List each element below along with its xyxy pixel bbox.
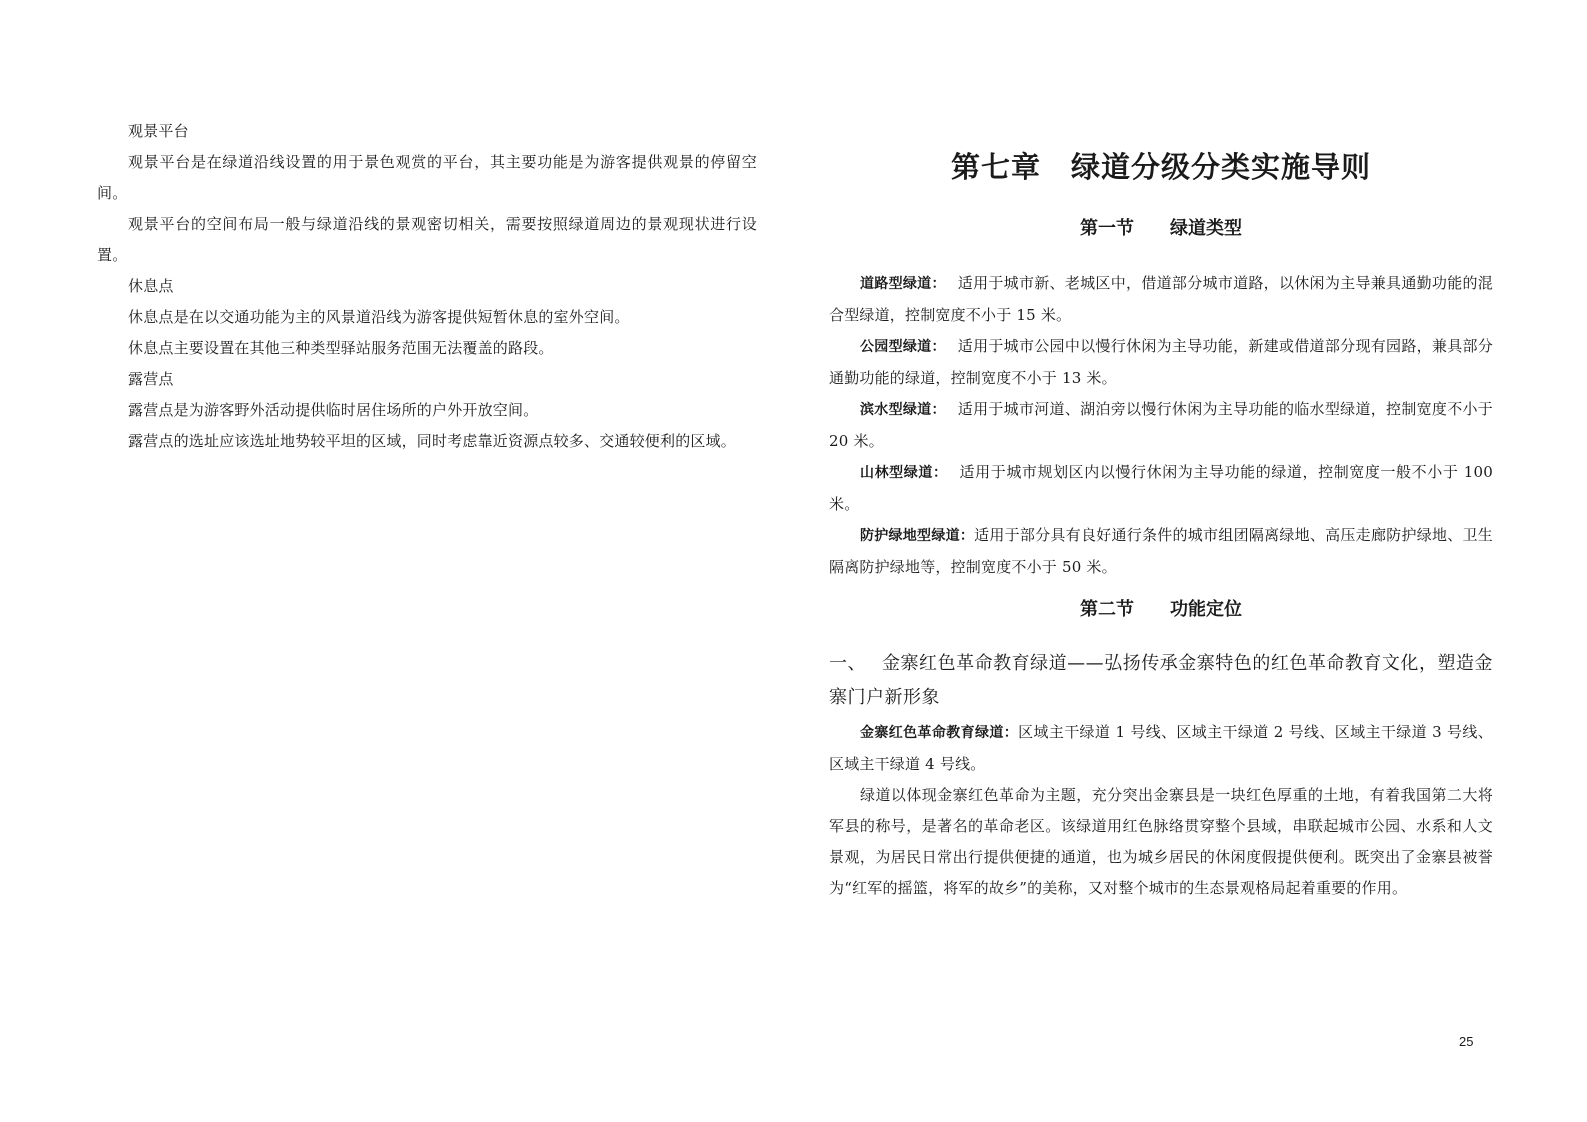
subheading-viewing-platform: 观景平台 <box>128 122 189 140</box>
body-paragraph: 绿道以体现金寨红色革命为主题，充分突出金寨县是一块红色厚重的土地，有着我国第二大将军县的称号，是著名的革命老区。该绿道用红色脉络贯穿整个县域，串联起城市公园、水系和人文景观，为居民日常出行提供便捷的通道，也为城乡居民的休闲度假提供便利。既突出了金寨县被誉为“红军的摇篮，将军的故乡”的美称，又对整个城市的生态景观格局起着重要的作用。 <box>829 786 1493 897</box>
term-label: 公园型绿道： <box>860 339 946 355</box>
greenway-type-item <box>829 331 1493 394</box>
paragraph: 观景平台的空间布局一般与绿道沿线的景观密切相关，需要按照绿道周边的景观现状进行设置。 <box>97 215 757 264</box>
paragraph: 休息点是在以交通功能为主的风景道沿线为游客提供短暂休息的室外空间。 <box>128 308 630 326</box>
paragraph: 观景平台是在绿道沿线设置的用于景色观赏的平台，其主要功能是为游客提供观景的停留空间。 <box>97 153 757 202</box>
paragraph: 露营点的选址应该选址地势较平坦的区域，同时考虑靠近资源点较多、交通较便利的区域。 <box>128 432 737 450</box>
term-description: 适用于城市河道、湖泊旁以慢行休闲为主导功能的临水型绿道，控制宽度不小于 20 米。 <box>829 400 1493 450</box>
term-label: 金寨红色革命教育绿道： <box>860 725 1019 741</box>
greenway-type-item <box>829 268 1493 331</box>
left-page-content <box>97 116 757 457</box>
section-name: 功能定位 <box>1170 599 1242 620</box>
chapter-title: 第七章 绿道分级分类实施导则 <box>950 150 1371 184</box>
term-description: 区域主干绿道 1 号线、区域主干绿道 2 号线、区域主干绿道 3 号线、区域主干绿道 4 号线。 <box>829 723 1493 773</box>
left-page <box>0 0 793 1122</box>
section-name: 绿道类型 <box>1170 218 1242 239</box>
term-description: 适用于城市新、老城区中，借道部分城市道路，以休闲为主导兼具通勤功能的混合型绿道，控制宽度不小于 15 米。 <box>829 274 1493 324</box>
section-number: 第二节 <box>1080 599 1134 620</box>
subheading-camping-point: 露营点 <box>128 370 174 388</box>
greenway-type-item <box>829 394 1493 457</box>
section-number: 第一节 <box>1080 218 1134 239</box>
term-label: 道路型绿道： <box>860 276 946 292</box>
page-number: 25 <box>1459 1034 1474 1049</box>
greenway-type-item <box>829 457 1493 520</box>
subsection-heading <box>829 647 1493 715</box>
greenway-intro <box>829 717 1493 780</box>
section-title-greenway-types <box>829 214 1493 244</box>
paragraph: 露营点是为游客野外活动提供临时居住场所的户外开放空间。 <box>128 401 539 419</box>
greenway-type-item <box>829 520 1493 583</box>
section-title-function-positioning <box>829 595 1493 625</box>
term-label: 山林型绿道： <box>860 465 948 481</box>
term-description: 适用于部分具有良好通行条件的城市组团隔离绿地、高压走廊防护绿地、卫生隔离防护绿地等，控制宽度不小于 50 米。 <box>829 526 1493 576</box>
subheading-rest-point: 休息点 <box>128 277 174 295</box>
subsection-heading-text: 金寨红色革命教育绿道——弘扬传承金寨特色的红色革命教育文化，塑造金寨门户新形象 <box>829 653 1493 708</box>
term-label: 滨水型绿道： <box>860 402 946 418</box>
subsection-index: 一、 <box>829 653 867 674</box>
right-page-content <box>829 144 1493 904</box>
paragraph: 休息点主要设置在其他三种类型驿站服务范围无法覆盖的路段。 <box>128 339 554 357</box>
term-description: 适用于城市规划区内以慢行休闲为主导功能的绿道，控制宽度一般不小于 100 米。 <box>829 463 1493 513</box>
term-description: 适用于城市公园中以慢行休闲为主导功能，新建或借道部分现有园路，兼具部分通勤功能的绿道，控制宽度不小于 13 米。 <box>829 337 1493 387</box>
right-page <box>793 0 1587 1122</box>
term-label: 防护绿地型绿道： <box>860 528 975 544</box>
